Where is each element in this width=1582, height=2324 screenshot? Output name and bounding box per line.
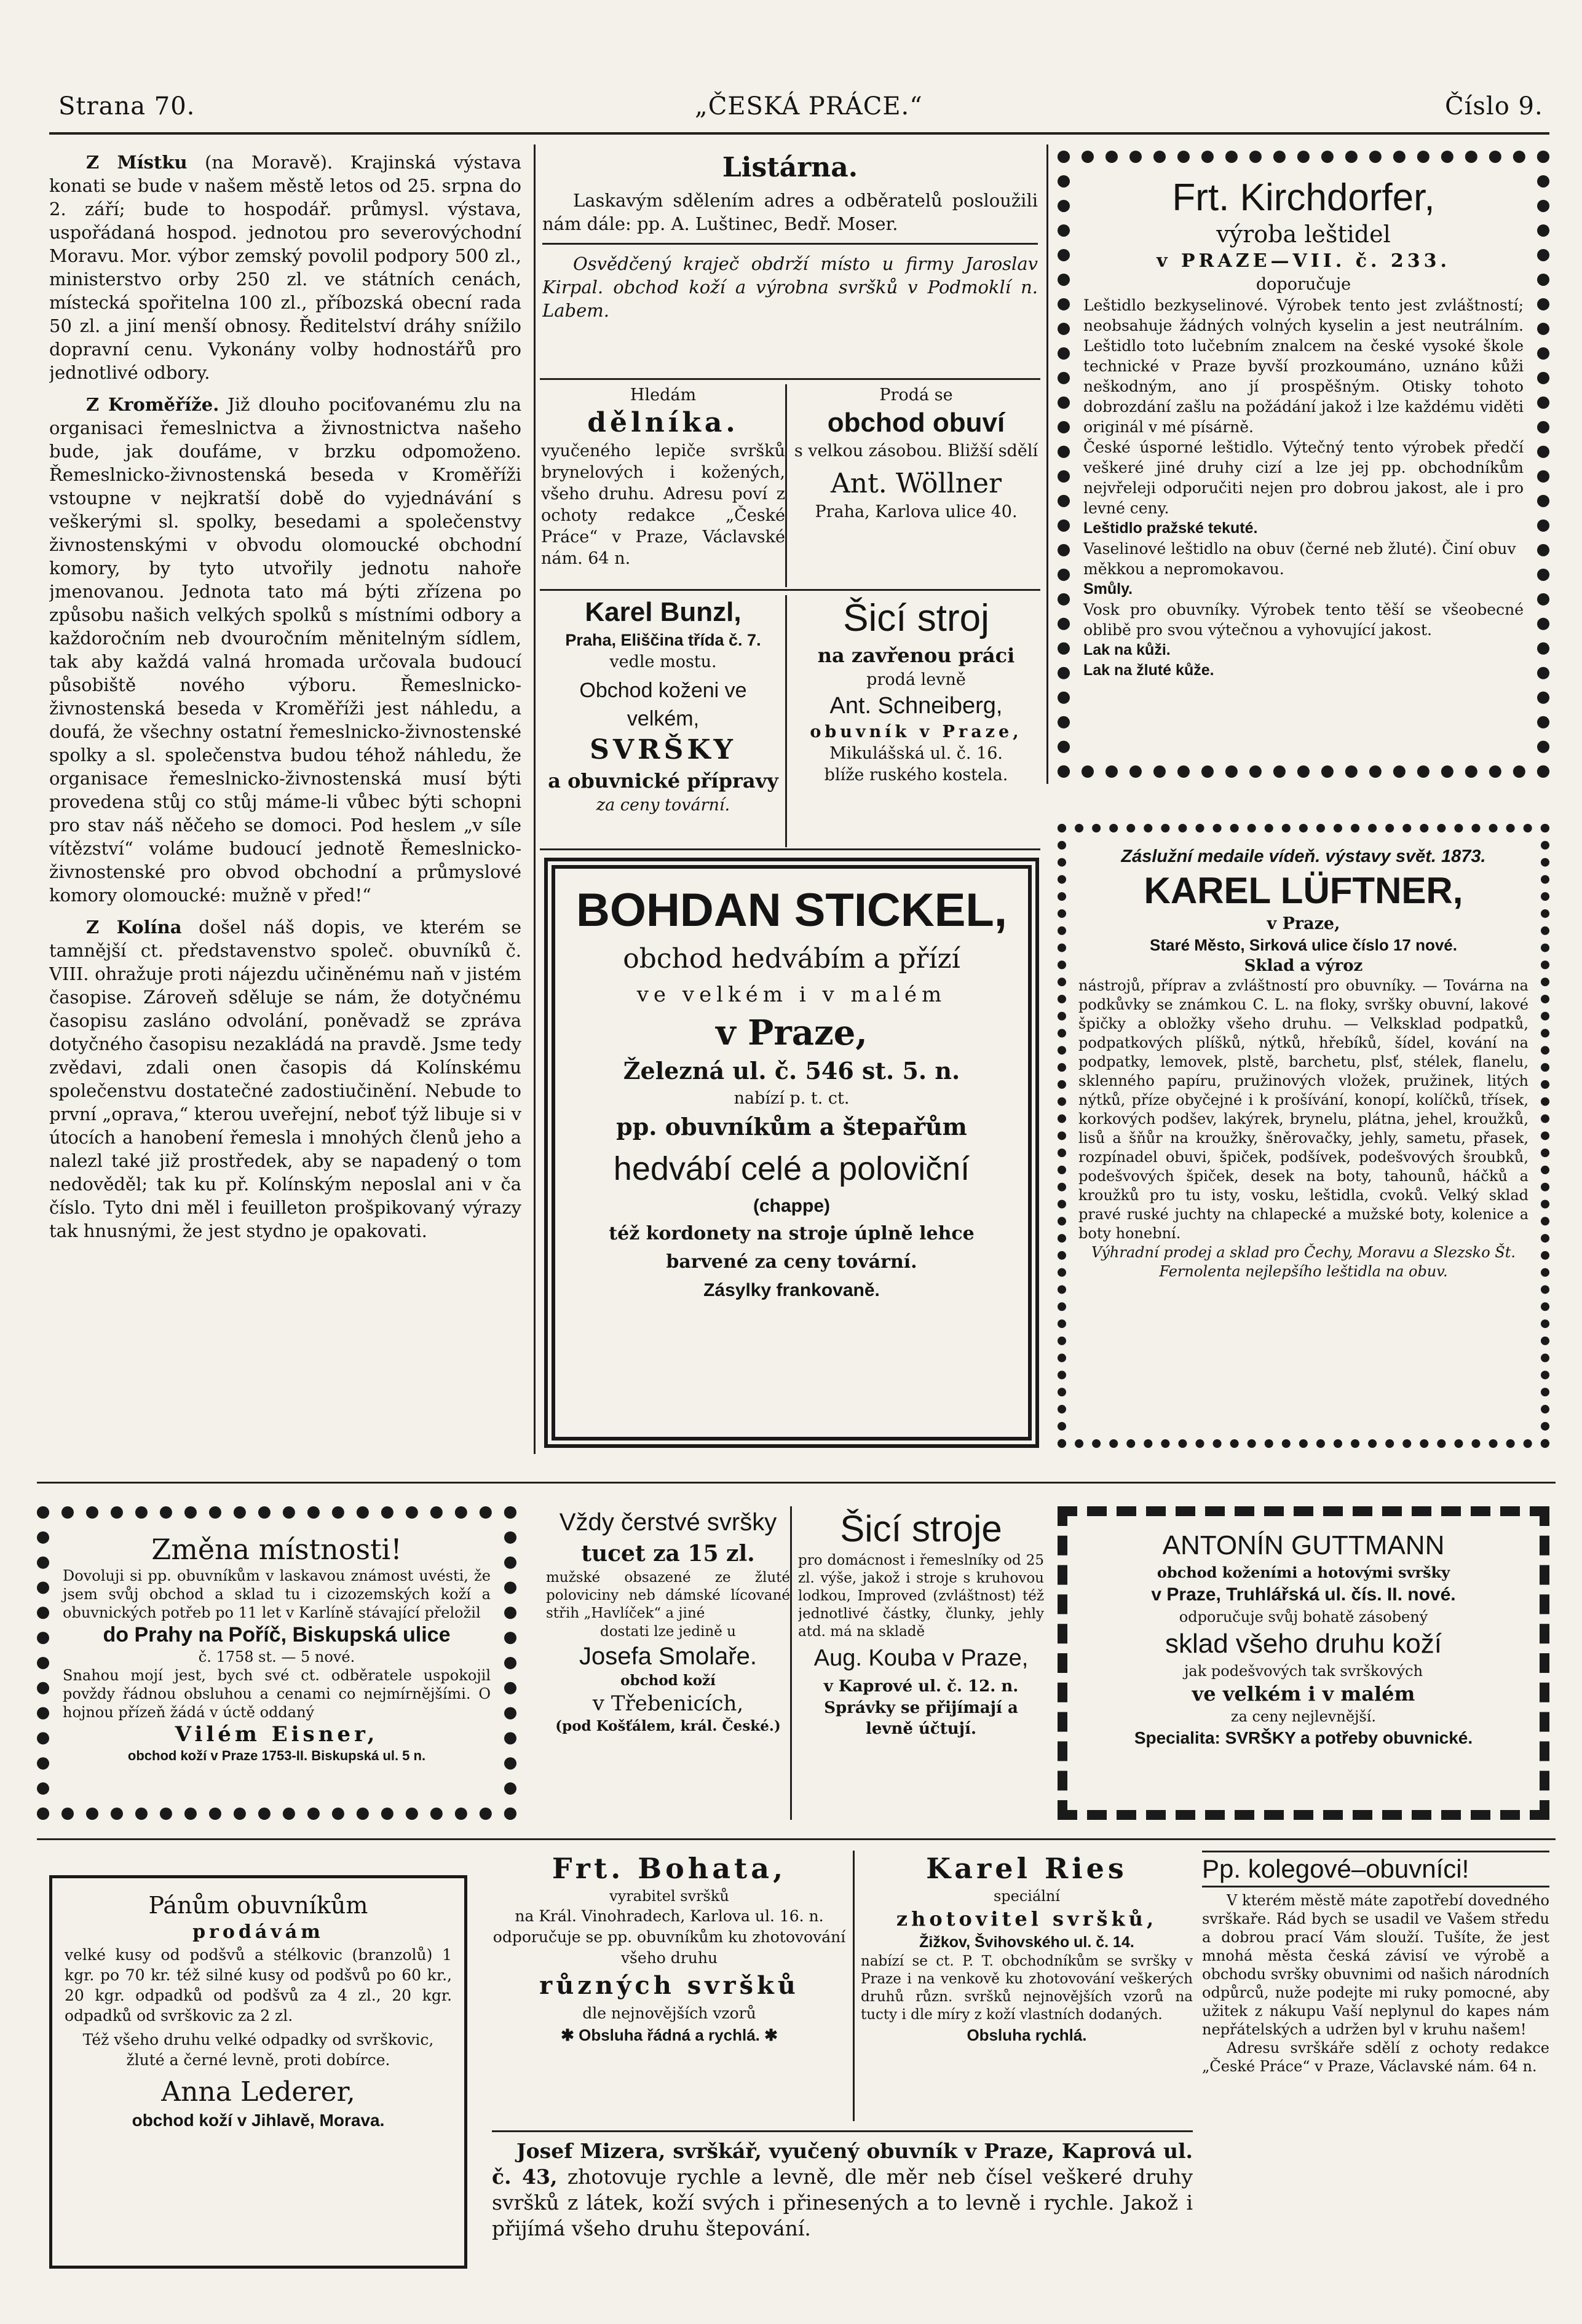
ad-headline: SVRŠKY: [590, 734, 737, 765]
header-rule: [49, 132, 1549, 135]
ad-headline: Šicí stroje: [840, 1508, 1002, 1549]
ad-text: Leštidlo pražské tekuté.: [1083, 520, 1258, 537]
ad-text: Výhradní prodej a sklad pro Čechy, Moravu a Slezsko Št. Fernolenta nejlepšího leštidla na obuv.: [1091, 1244, 1516, 1280]
ad-text: dostati lze jedině u: [599, 1624, 736, 1640]
ad-text: dle nejnovějších vzorů: [582, 2004, 756, 2022]
ad-name: Ant. Wöllner: [830, 468, 1002, 499]
ad-name: Ant. Schneiberg,: [829, 693, 1003, 719]
issue-number: Číslo 9.: [1445, 92, 1543, 121]
ad-address: Železná ul. č. 546 st. 5. n.: [623, 1057, 960, 1085]
ad-headline: Karel Bunzl,: [585, 597, 742, 627]
ad-address: Praha, Karlova ulice 40.: [815, 502, 1018, 521]
ad-address: č. 1758 st. — 5 nové.: [198, 1648, 355, 1666]
ad-headline: Pánům obuvníkům: [148, 1892, 368, 1919]
ad-address: Staré Město, Sirková ulice číslo 17 nové.: [1150, 936, 1457, 954]
news-item: [49, 393, 521, 907]
ad-text: nástrojů, příprav a zvláštností pro obuvníky. — Továrna na podkůvky se známkou C. L. na floky, svršky obuvní, lakové špičky a obložky všeho druhu. — Velksklad podpatků, podpatkových plíšků, nýtků, hřebíků, šídel, kování na podpatky, lemovek, plstě, barchetu, plsť, stélek, flanelu, sklenného papíru, pružinových vložek, pružinek, litých nýtků, příze obyčejné i k prošívání, konopí, kolíčků, třísek, korkových podšev, lakýrek, brynelu, plátna, jehel, kroužků, lisů a šňůr na kroužky, šněrovačky, jehly, sametu, přasek, rozpínadel obuvi, špiček, podšívek, podešvových šroubků, podešvových špiček, desek na boty, tahounů, háčků a kroužků pro tu isty, vosku, leštidla, cvoků. Velký sklad pravé ruské juchty na chlapecké a mužské boty, kolenice a boty honební.: [1078, 977, 1529, 1242]
ad-name: Aug. Kouba v Praze,: [813, 1645, 1029, 1671]
ad-text: obuvník v Praze,: [810, 722, 1022, 741]
ad-name: Anna Lederer,: [161, 2076, 355, 2108]
ad-text: též kordonety na stroje úplně lehce: [609, 1223, 975, 1244]
ad-text: [492, 2138, 1193, 2242]
ad-address: v Třebenicích,: [592, 1691, 744, 1716]
ad-address: blíže ruského kostela.: [824, 765, 1008, 785]
ad-mizera: [492, 2130, 1193, 2272]
ad-headline: Pp. kolegové–obuvníci!: [1202, 1851, 1549, 1887]
ad-headline: obchod obuví: [827, 408, 1005, 438]
ad-headline: různých svršků: [539, 1971, 799, 2000]
ad-smolar: [546, 1506, 792, 1820]
column-divider: [534, 144, 536, 1454]
ad-bunzl: [541, 595, 787, 847]
ad-text: vyrabitel svršků: [609, 1887, 729, 1905]
ad-kirchdorfer: [1058, 151, 1549, 778]
ad-headline: BOHDAN STICKEL,: [576, 884, 1007, 936]
news-item: [49, 151, 521, 384]
ad-text: výroba leštidel: [1216, 221, 1391, 248]
divider: [37, 1838, 1556, 1840]
divider: [542, 243, 1038, 245]
ad-name: Vilém Eisner,: [175, 1722, 379, 1747]
ad-text: zhotovuje rychle a levně, dle měr neb čísel veškeré druhy svršků z látek, koží svých i přinesených a to levně i rychle. Jakož i přijímá všeho druhu štepování.: [492, 2165, 1193, 2240]
listarna-text: Laskavým sdělením adres a odběratelů posloužili nám dále: pp. A. Luštinec, Bedř. Moser.: [542, 190, 1038, 234]
ad-text: prodá levně: [866, 670, 966, 689]
ad-text: za ceny tovární.: [596, 796, 730, 815]
ad-text: barvené za ceny tovární.: [666, 1251, 917, 1273]
ad-address: (pod Košťálem, král. České.): [555, 1718, 781, 1734]
ad-ries: [861, 1851, 1193, 2121]
divider: [37, 1482, 1556, 1484]
ad-eisner: [37, 1506, 516, 1820]
ad-name: Josef Mizera, svrškář, vyučený obuvník v Praze, Kaprová ul. č. 43,: [492, 2139, 1193, 2189]
ad-text: vedle mostu.: [609, 652, 717, 671]
ad-text: a obuvnické přípravy: [548, 769, 778, 792]
ad-text: Snahou mojí jest, bych své ct. odběratele uspokojil povždy řádnou obsluhou a cenami co nejmírnějšími. O hojnou přízeň žádá v úctě oddaný: [63, 1667, 491, 1721]
ad-name: Josefa Smolaře.: [579, 1643, 757, 1670]
ad-guttmann: [1058, 1506, 1549, 1820]
ad-text: speciální: [993, 1887, 1061, 1905]
ad-hledam: [541, 384, 787, 587]
ad-text: Též všeho druhu velké odpadky od svrškovic, žluté a černé levně, proti dobírce.: [82, 2031, 434, 2069]
ad-text: Leštidlo bezkyselinové. Výrobek tento jest zvláštností; neobsahuje žádných volných kyselin a jest neutrálním. Leštidlo toto lučebním znalcem na české vysoké škole technické v Praze byvší prozkoumáno, uznáno kůži neškodným, ano jí prospěšným. Otisky tohoto dobrozdání zašlu na požádání jakož i lze každému viděti originál v mé písárně.: [1083, 296, 1524, 436]
ad-text: nabízí se ct. P. T. obchodníkům se svršky v Praze i na venkově ku zhotovování veškerých druhů různ. svršků nejnovějších vzorů na tucty i dle míry z koží vlastních dodaných.: [861, 1953, 1193, 2023]
ad-address: Praha, Eliščina třída č. 7.: [565, 631, 761, 649]
ad-proda: [793, 384, 1039, 587]
ad-text: V kterém městě máte zapotřebí dovedného svrškaře. Rád bych se usadil ve Vašem středu a dobrou prací Vám slouží. Tušíte, že jest mnohá města česká závisí ve výrobě a obchodu svršky obuvnimi od našich národních odpůrců, nuže podejte mi ruky pomocné, aby užitek z nákupu Vaší neplynul do kapes nám nepřátelských a udržen byl v kruhu našem!: [1202, 1892, 1549, 2038]
ad-text: České úsporné leštidlo. Výtečný tento výrobek předčí veškeré jiné druhy cizí a lze jej pp. obchodníkům nejvřeleji odporučiti nejen pro dobrou jakost, ale i pro levné ceny.: [1083, 438, 1524, 517]
ad-kouba: [798, 1506, 1044, 1820]
ad-headline: tucet za 15 zl.: [581, 1541, 755, 1567]
ad-text: Hledám: [630, 385, 697, 405]
ad-address: obchod koží v Praze 1753-II. Biskupská ul. 5 n.: [127, 1748, 426, 1763]
ad-headline: ANTONÍN GUTTMANN: [1162, 1530, 1445, 1560]
ad-headline: KAREL LÜFTNER,: [1144, 870, 1463, 911]
ad-schneiberg: [793, 595, 1039, 847]
ad-text: s velkou zásobou. Bližší sdělí: [794, 441, 1038, 460]
ad-text: vyučeného lepiče svršků brynelových i kožených, všeho druhu. Adresu poví z ochoty redakce „České Práce“ v Praze, Václavské nám. 64 n.: [541, 441, 785, 568]
ad-text: Prodá se: [879, 385, 953, 405]
ad-text: Záslužní medaile vídeň. výstavy svět. 1873.: [1121, 847, 1486, 866]
ad-text: Obsluha rychlá.: [967, 2026, 1087, 2044]
ad-headline: zhotovitel svršků,: [896, 1907, 1158, 1931]
news-head: Z Kroměříže.: [86, 394, 220, 415]
ad-bohata: [486, 1851, 855, 2121]
ad-luftner: [1058, 824, 1549, 1448]
ad-text: velké kusy od podšvů a stélkovic (branzolů) 1 kgr. po 70 kr. též silné kusy od podšvů po 60 kr., 20 kgr. odpadků od podšvů za 4 zl., 20 kgr. odpadků od svrškovic za 2 zl.: [65, 1946, 452, 2025]
ad-headline: Frt. Kirchdorfer,: [1172, 176, 1435, 219]
ad-text: Specialita: SVRŠKY a potřeby obuvnické.: [1134, 1728, 1473, 1747]
news-text: došel náš dopis, ve kterém se tamnější ct. představenstvo společ. obuvníků č. VIII. ohražuje proti nájezdu učiněnému naň v jistém časopise. Zároveň sděluje se nám, že dotyčnému časopisu zasláno odvolání, poněvadž se zpráva dotyčného časopisu nezakládá na pravdě. Jsme tedy zvědavi, zdali onen časopis dá Kolínskému společenstvu dostatečné zadostiučinění. Nebude to první „oprava,“ kterou uveřejní, neboť týž libuje si v útocích a hanobení řemesla i mnohých členů jeho a nalezl také již prostředek, aby se napadený o tom nedověděl; tak ku př. Kolínským neposlal ani v ča číslo. Tyto dni měl i feuilleton prošpikovaný výrazy tak hnusnými, že jest stydno je opakovati.: [49, 917, 521, 1241]
ad-headline: dělníka.: [587, 407, 739, 438]
ad-text: Obchod koženi ve velkém,: [579, 679, 747, 730]
divider: [540, 848, 1040, 850]
news-text: (na Moravě). Krajinská výstava konati se bude v našem městě letos od 25. srpna do 2. září; bude to hospodář. průmysl. výstava, uspořádaná hospod. jednotou pro severovýchodní Moravu. Mor. výbor zemský povolil podpory 500 zl., ministerstvo orby 250 zl. ve státních cenách, místecká spořitelna 100 zl., příbozská obecní rada 50 zl. a jiní menší obnosy. Ředitelství dráhy snížilo dopravní cenu. Vykonány volby hodnostářů pro jednotlivé odbory.: [49, 152, 521, 383]
ad-text: (chappe): [753, 1196, 830, 1216]
page-number: Strana 70.: [58, 92, 196, 121]
newspaper-title: „ČESKÁ PRÁCE.“: [695, 92, 923, 121]
ad-text: odporučuje svůj bohatě zásobený: [1179, 1608, 1428, 1626]
divider: [540, 589, 1040, 591]
ad-address: v PRAZE—VII. č. 233.: [1157, 250, 1450, 272]
ad-headline: Frt. Bohata,: [552, 1852, 787, 1885]
ad-text: za ceny nejlevnější.: [1230, 1708, 1377, 1725]
ad-text: pp. obuvníkům a štepařům: [616, 1113, 967, 1140]
ad-address: v Praze,: [1267, 914, 1340, 933]
ad-headline: Vždy čerstvé svršky: [559, 1509, 777, 1536]
ad-address: do Prahy na Poříč, Biskupská ulice: [103, 1623, 451, 1646]
ad-headline: prodávám: [192, 1921, 324, 1943]
news-head: Z Místku: [86, 152, 188, 173]
divider: [540, 378, 1040, 380]
ad-text: Dovoluji si pp. obuvníkům v laskavou známost uvésti, že jsem svůj obchod a sklad tu i cizozemských koží a obuvnických potřeb po 11 let v Karlíně stávající přeložil: [63, 1567, 491, 1621]
ad-text: Vaselinové leštidlo na obuv (černé neb žluté). Činí obuv měkkou a nepromokavou.: [1083, 540, 1516, 578]
ad-address: na Král. Vinohradech, Karlova ul. 16. n.: [515, 1907, 824, 1925]
ad-address: Mikulášská ul. č. 16.: [829, 744, 1003, 763]
ad-text: Smůly.: [1083, 580, 1133, 598]
ad-text: mužské obsazené ze žluté poloviciny neb dámské lícované střih „Havlíček“ a jiné: [546, 1570, 790, 1621]
ad-text: Sklad a výroz: [1244, 957, 1363, 975]
news-item: [49, 915, 521, 1243]
ad-text: obchod hedvábím a přízí: [623, 943, 960, 974]
ad-text: jak podešvových tak svrškových: [1184, 1662, 1423, 1680]
column-divider: [1046, 144, 1048, 784]
news-head: Z Kolína: [86, 917, 182, 938]
ad-text: doporučuje: [1256, 275, 1351, 294]
ad-kolegove: [1202, 1851, 1549, 2275]
news-text: Již dlouho pociťovanému zlu na organisaci řemeslnictva a živnostnictva našeho bude, jak doufáme, v brzku odpomoženo. Řemeslnicko-živnostenská beseda v Kroměříži vstoupne v nejkratší době do vyjednávání s veškerými sl. spolky, besedami a společenstvy živnostenskými v obvodu olomoucké obchodní komory, by tyto utvořily jednotu nahoře jmenovanou. Jednota tato má býti zřízena po způsobu našich velkých spolků s místními odbory a každoročním neb dvouročním měnitelným sídlem, tak aby každá valná hromada určovala budoucí působiště nového výboru. Řemeslnicko-živnostenská beseda v Kroměříži jest náhledu, a doufá, že všechny ostatní řemeslnicko-živnostenské spolky a sl. společenstva budou téhož náhledu, že organisace řemeslnicko-živnostenská musí býti provedena stůj co stůj máme-li vůbec býti schopni pro stav náš něčeho se domoci. Pod heslem „v síle vítězství“ voláme budoucí jednotě Řemeslnicko-živnostenské pro obvod obchodní a průmyslové komory olomoucké: mužně v před!“: [49, 394, 521, 906]
ad-text: Vosk pro obuvníky. Výrobek tento těší se všeobecné oblibě pro svou výtečnou a vyhovující jakost.: [1083, 601, 1524, 639]
ad-address: v Praze, Truhlářská ul. čís. II. nové.: [1151, 1584, 1456, 1605]
ad-text: nabízí p. t. ct.: [734, 1089, 850, 1108]
ad-text: pro domácnost i řemeslníky od 25 zl. výše, jakož i stroje s kruhovou lodkou, Improved (zvláštnost) též jednotlivé částky, člunky, jehly atd. má na skladě: [798, 1552, 1044, 1640]
ad-text: na zavřenou práci: [817, 644, 1015, 667]
ad-address: v Kaprové ul. č. 12. n.: [823, 1677, 1019, 1696]
ad-lederer: [49, 1875, 467, 2269]
ad-text: obchod koženími a hotovými svršky: [1157, 1563, 1450, 1581]
ad-address: Žižkov, Švihovského ul. č. 14.: [919, 1934, 1134, 1951]
ad-text: Správky se přijímají a levně účtují.: [824, 1699, 1018, 1738]
ad-stickel: [544, 858, 1039, 1448]
ad-text: Lak na kůži.: [1083, 641, 1171, 658]
listarna-title: Listárna.: [722, 152, 858, 183]
ad-text: Adresu svrškáře sdělí z ochoty redakce „České Práce“ v Praze, Václavské nám. 64 n.: [1202, 2039, 1549, 2075]
ad-headline: sklad všeho druhu koží: [1165, 1629, 1442, 1659]
ad-text: ve velkém i v malém: [636, 982, 947, 1007]
listarna-notice: Osvědčený kraječ obdrží místo u firmy Jaroslav Kirpal. obchod koží a výrobna svršků v Podmoklí n. Labem.: [542, 253, 1038, 321]
ad-headline: Změna místnosti!: [151, 1533, 402, 1566]
ad-text: Lak na žluté kůže.: [1083, 662, 1214, 679]
ad-headline: hedvábí celé a poloviční: [613, 1150, 970, 1187]
ad-address: obchod koží v Jihlavě, Morava.: [132, 2111, 385, 2130]
ad-text: odporučuje se pp. obuvníkům ku zhotovování všeho druhu: [492, 1928, 846, 1967]
ad-address: v Praze,: [716, 1013, 868, 1053]
ad-text: ve velkém i v malém: [1192, 1682, 1415, 1705]
ad-headline: Šicí stroj: [843, 597, 989, 639]
ad-text: Zásylky frankovaně.: [703, 1280, 880, 1300]
news-column: [49, 151, 521, 1454]
listarna: [542, 151, 1038, 372]
ad-headline: Karel Ries: [926, 1852, 1128, 1885]
ad-text: obchod koží: [620, 1672, 716, 1689]
ad-text: ✱ Obsluha řádná a rychlá. ✱: [561, 2026, 778, 2044]
